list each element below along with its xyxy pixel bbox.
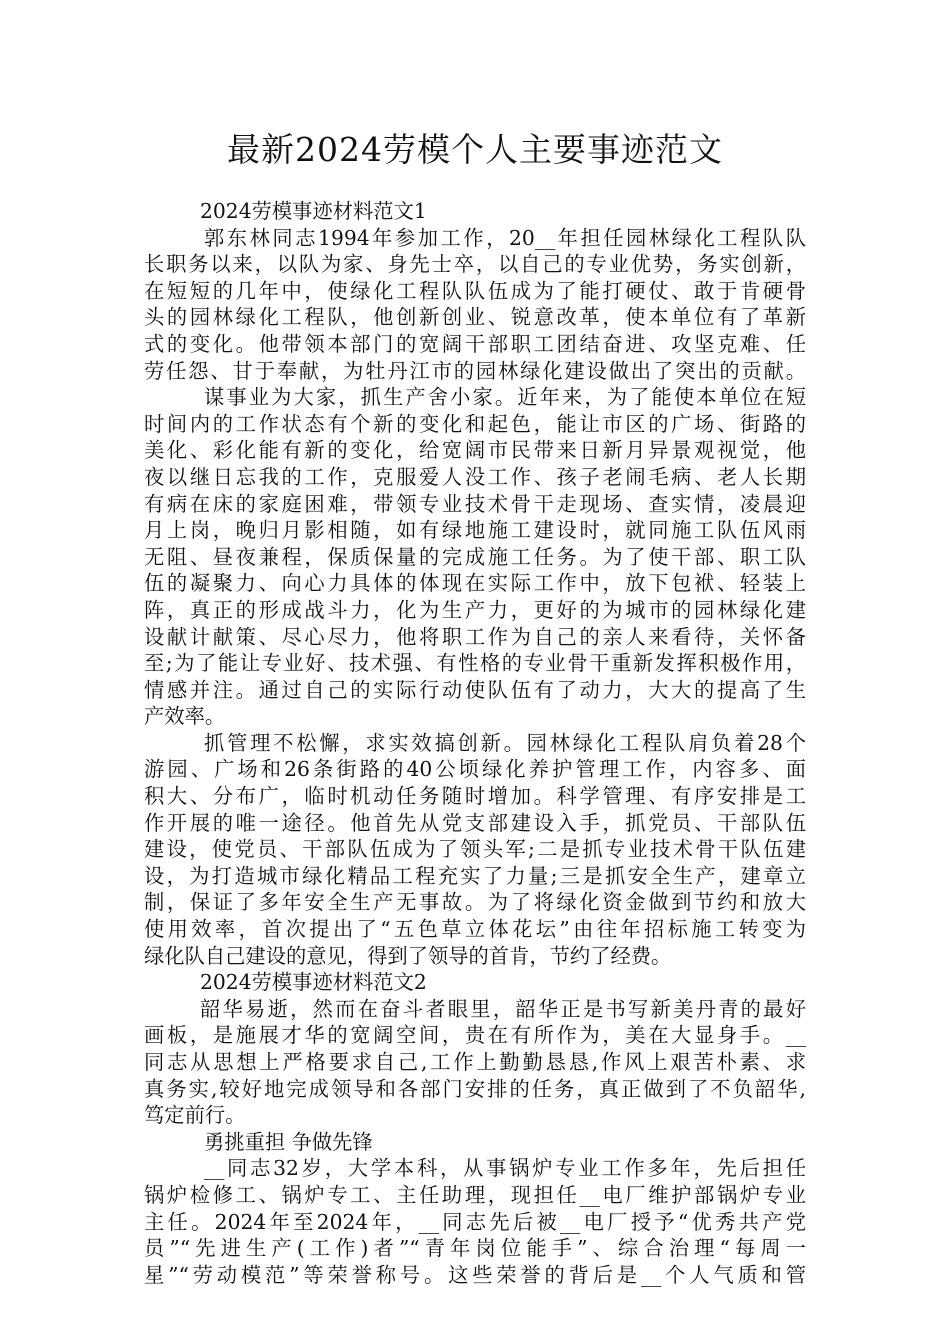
text-line: 郭东林同志1994年参加工作，20__年担任园林绿化工程队队	[204, 225, 806, 250]
text-line: 伍的凝聚力、向心力具体的体现在实际工作中，放下包袱、轻装上	[144, 571, 806, 596]
text-line: 有病在床的家庭困难，带领专业技术骨干走现场、查实情，凌晨迎	[144, 491, 806, 516]
text-line: 头的园林绿化工程队，他创新创业、锐意改革，使本单位有了革新	[144, 305, 806, 330]
text-line: 员”“先进生产(工作)者”“青年岗位能手”、综合治理“每周一	[144, 1236, 806, 1261]
text-line: 建设，使党员、干部队伍成为了领头军;二是抓专业技术骨干队伍建	[144, 837, 806, 862]
text-line: 制，保证了多年安全生产无事故。为了将绿化资金做到节约和放大	[144, 890, 806, 915]
text-line: 至;为了能让专业好、技术强、有性格的专业骨干重新发挥积极作用，	[144, 651, 806, 676]
text-line: 劳任怨、甘于奉献，为牡丹江市的园林绿化建设做出了突出的贡献。	[144, 358, 806, 383]
text-line: 锅炉检修工、锅炉专工、主任助理，现担任__电厂维护部锅炉专业	[144, 1182, 806, 1207]
document-title: 最新2024劳模个人主要事迹范文	[227, 130, 723, 169]
text-line: 绿化队自己建设的意见，得到了领导的首肯，节约了经费。	[144, 943, 672, 968]
text-line: 式的变化。他带领本部门的宽阔干部职工团结奋进、攻坚克难、任	[144, 331, 806, 356]
section-heading: 2024劳模事迹材料范文1	[200, 199, 427, 223]
text-line: 星”“劳动模范”等荣誉称号。这些荣誉的背后是__个人气质和管	[144, 1262, 806, 1287]
text-line: 游园、广场和26条街路的40公顷绿化养护管理工作，内容多、面	[144, 757, 806, 782]
text-line: 月上岗，晚归月影相随，如有绿地施工建设时，就同施工队伍风雨	[144, 518, 806, 543]
text-line: 作开展的唯一途径。他首先从党支部建设入手，抓党员、干部队伍	[144, 810, 806, 835]
text-line: 夜以继日忘我的工作，克服爱人没工作、孩子老闹毛病、老人长期	[144, 464, 806, 489]
text-line: __同志32岁，大学本科，从事锅炉专业工作多年，先后担任	[204, 1156, 806, 1181]
text-line: 韶华易逝，然而在奋斗者眼里，韶华正是书写新美丹青的最好	[200, 996, 806, 1021]
text-line: 在短短的几年中，使绿化工程队队伍成为了能打硬仗、敢于肯硬骨	[144, 278, 806, 303]
text-line: 谋事业为大家，抓生产舍小家。近年来，为了能使本单位在短	[204, 385, 806, 410]
text-line: 阵，真正的形成战斗力，化为生产力，更好的为城市的园林绿化建	[144, 597, 806, 622]
text-line: 同志从思想上严格要求自己,工作上勤勤恳恳,作风上艰苦朴素、求	[144, 1050, 806, 1074]
text-line: 产效率。	[144, 704, 226, 729]
text-line: 设，为打造城市绿化精品工程充实了力量;三是抓安全生产，建章立	[144, 863, 806, 888]
text-line: 真务实,较好地完成领导和各部门安排的任务，真正做到了不负韶华,	[144, 1076, 806, 1101]
section-heading: 2024劳模事迹材料范文2	[200, 970, 427, 995]
text-line: 无阻、昼夜兼程，保质保量的完成施工任务。为了使干部、职工队	[144, 544, 806, 569]
text-line: 抓管理不松懈，求实效搞创新。园林绿化工程队肩负着28个	[204, 730, 806, 755]
text-line: 画板，是施展才华的宽阔空间，贵在有所作为，美在大显身手。__	[144, 1023, 806, 1048]
text-line: 美化、彩化能有新的变化，给宽阔市民带来日新月异景观视觉，他	[144, 438, 806, 463]
text-line: 主任。2024年至2024年，__同志先后被__电厂授予“优秀共产党	[144, 1209, 806, 1234]
text-line: 长职务以来，以队为家、身先士卒，以自己的专业优势，务实创新，	[144, 252, 806, 277]
text-line: 积大、分布广，临时机动任务随时增加。科学管理、有序安排是工	[144, 784, 806, 809]
document-body	[144, 198, 806, 1288]
text-line: 笃定前行。	[144, 1103, 246, 1128]
text-line: 时间内的工作状态有个新的变化和起色，能让市区的广场、街路的	[144, 411, 806, 436]
subheading: 勇挑重担 争做先锋	[204, 1129, 373, 1154]
text-line: 情感并注。通过自己的实际行动使队伍有了动力，大大的提高了生	[144, 677, 806, 702]
text-line: 设献计献策、尽心尽力，他将职工作为自己的亲人来看待，关怀备	[144, 624, 806, 649]
text-line: 使用效率，首次提出了“五色草立体花坛”由往年招标施工转变为	[144, 917, 806, 942]
